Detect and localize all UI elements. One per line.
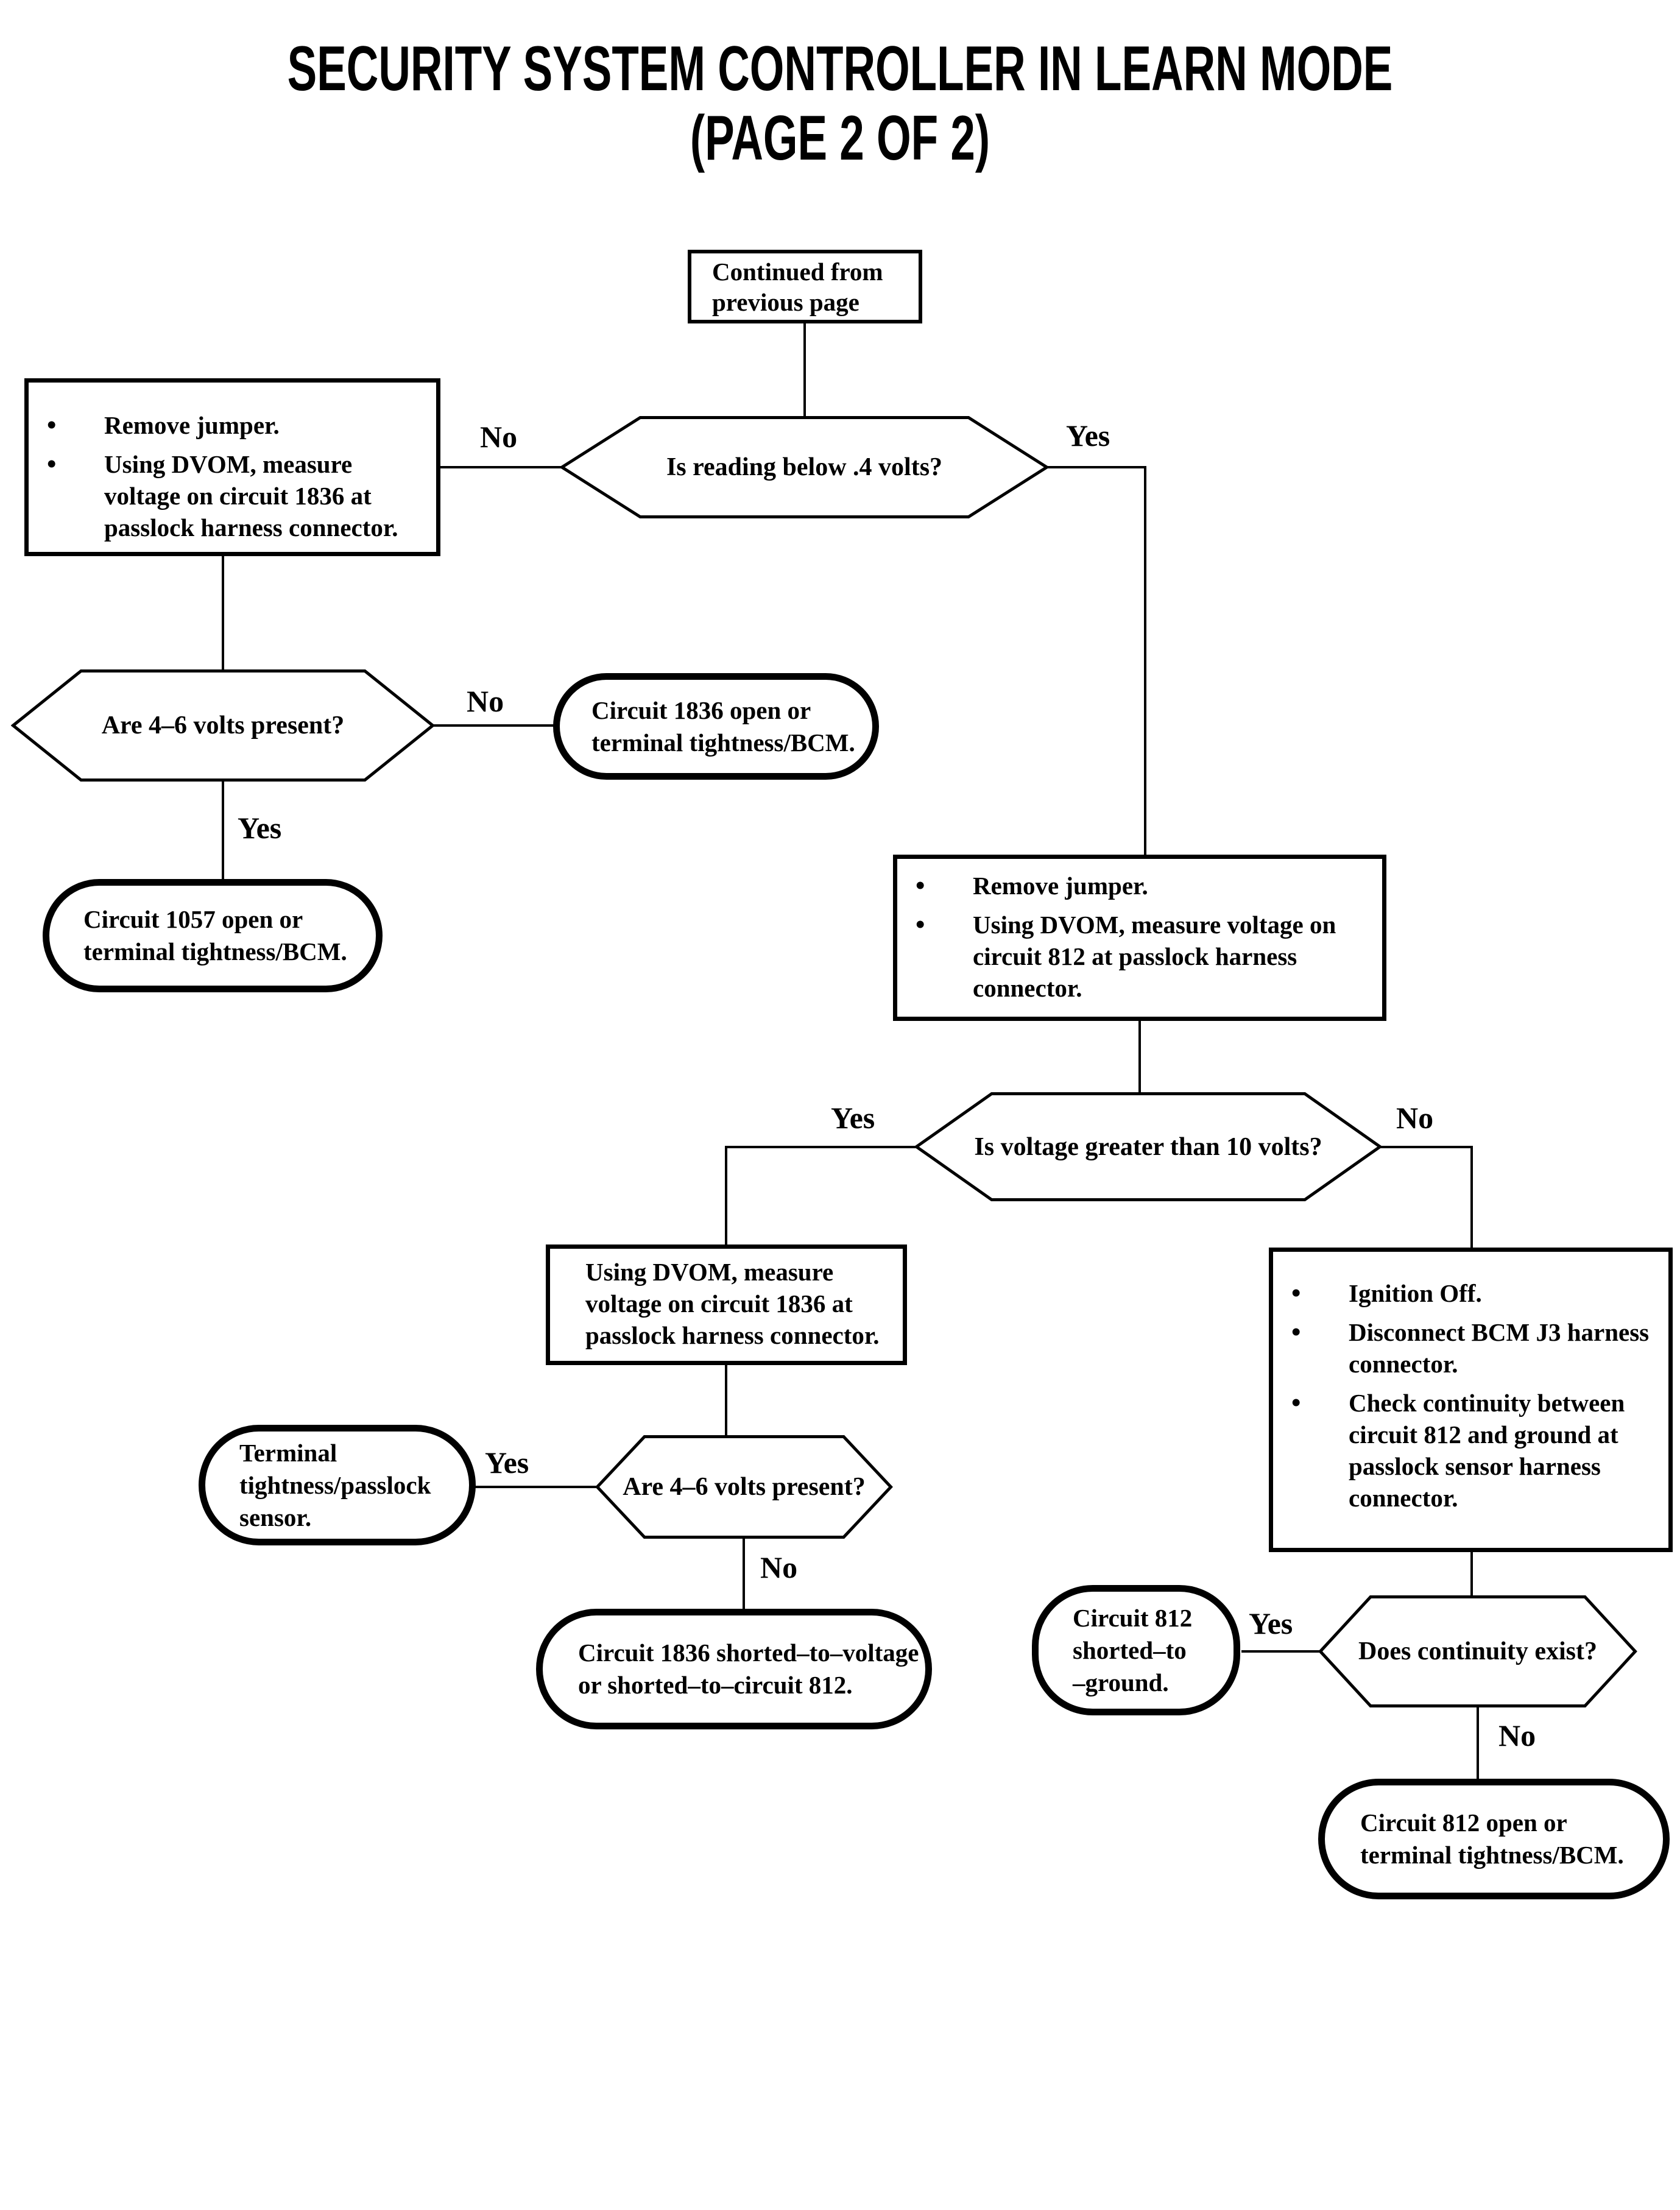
process-text: voltage on circuit 1836 at (585, 1290, 853, 1318)
page-title-line2: (PAGE 2 OF 2) (690, 103, 990, 174)
terminator-circuit-1836-shorted (536, 1609, 932, 1729)
bullet-item (1273, 1387, 1668, 1514)
branch-label-no: No (760, 1550, 798, 1584)
connector-box-continued (688, 250, 922, 323)
bullet-item (29, 448, 436, 543)
terminator-circuit-812-open (1318, 1779, 1670, 1899)
terminator-text: terminal tightness/BCM. (83, 937, 347, 966)
terminator-text: sensor. (239, 1503, 312, 1531)
bullet-lines (1349, 1316, 1649, 1380)
bullet-icon: • (916, 909, 925, 939)
bullet-icon: • (916, 870, 925, 900)
bullet-text: passlock harness connector. (104, 514, 398, 542)
terminator-text: Circuit 812 open or (1360, 1809, 1567, 1837)
process-ignition-off-check-continuity (1269, 1248, 1673, 1552)
terminator-text: or shorted–to–circuit 812. (578, 1671, 853, 1699)
bullet-text: Using DVOM, measure (104, 450, 353, 478)
branch-label-no: No (480, 420, 518, 454)
bullet-text: Check continuity between (1349, 1389, 1625, 1417)
terminator-text: Circuit 1057 open or (83, 905, 303, 933)
bullet-lines (104, 448, 398, 543)
connector-box-text: previous page (712, 288, 859, 316)
bullet-lines (104, 409, 280, 441)
process-remove-jumper-measure-812 (893, 855, 1386, 1021)
process-text: Using DVOM, measure (585, 1258, 834, 1286)
bullet-item (1273, 1316, 1668, 1380)
decision-voltage-greater-10 (914, 1092, 1382, 1202)
bullet-text: circuit 812 and ground at (1349, 1421, 1618, 1449)
decision-text: Are 4–6 volts present? (623, 1473, 866, 1501)
terminator-text: terminal tightness/BCM. (1360, 1841, 1624, 1869)
decision-text: Is voltage greater than 10 volts? (974, 1132, 1322, 1161)
bullet-icon: • (47, 449, 57, 479)
terminator-text: Circuit 1836 shorted–to–voltage (578, 1639, 919, 1667)
terminator-text: Circuit 812 (1073, 1603, 1193, 1632)
terminator-text: terminal tightness/BCM. (591, 728, 855, 757)
bullet-icon: • (1291, 1317, 1301, 1347)
bullet-text: Remove jumper. (104, 411, 280, 439)
bullet-text: Ignition Off. (1349, 1279, 1482, 1307)
terminator-text: Circuit 1836 open or (591, 696, 811, 724)
bullet-item (1273, 1277, 1668, 1309)
decision-volts-present-left (11, 669, 435, 782)
branch-label-yes: Yes (831, 1101, 875, 1135)
bullet-item (897, 870, 1382, 902)
bullet-item (897, 909, 1382, 1004)
terminator-text: shorted–to (1073, 1636, 1187, 1664)
bullet-text: connector. (1349, 1484, 1458, 1512)
bullet-text: circuit 812 at passlock harness (973, 942, 1297, 970)
terminator-text: Terminal (239, 1438, 337, 1467)
terminator-text: tightness/passlock (239, 1470, 431, 1499)
connector-box-text: Continued from (712, 257, 883, 286)
decision-text: Are 4–6 volts present? (101, 711, 345, 740)
bullet-text: Using DVOM, measure voltage on (973, 911, 1336, 939)
branch-label-yes: Yes (1066, 418, 1110, 453)
terminator-text: –ground. (1073, 1668, 1169, 1696)
branch-label-no: No (467, 684, 504, 718)
bullet-item (29, 409, 436, 441)
terminator-terminal-tightness-sensor (199, 1425, 476, 1545)
terminator-circuit-812-shorted (1032, 1585, 1240, 1715)
terminator-circuit-1057-open (43, 879, 383, 992)
bullet-text: Remove jumper. (973, 872, 1148, 900)
process-dvom-measure-1836 (546, 1244, 907, 1365)
bullet-icon: • (1291, 1278, 1301, 1308)
decision-text: Is reading below .4 volts? (666, 453, 943, 481)
terminator-circuit-1836-open (553, 673, 879, 780)
decision-volts-present-mid (595, 1435, 893, 1539)
bullet-text: passlock sensor harness (1349, 1452, 1601, 1480)
bullet-lines (1349, 1277, 1482, 1309)
decision-text: Does continuity exist? (1358, 1637, 1597, 1665)
branch-label-yes: Yes (238, 811, 282, 845)
bullet-text: connector. (973, 974, 1082, 1002)
page-title-line1: SECURITY SYSTEM CONTROLLER IN LEARN MODE (287, 34, 1393, 104)
bullet-lines (973, 870, 1148, 902)
branch-label-yes: Yes (485, 1446, 529, 1480)
branch-label-no: No (1498, 1718, 1536, 1753)
process-remove-jumper-measure-1836 (24, 378, 440, 556)
bullet-text: Disconnect BCM J3 harness (1349, 1318, 1650, 1346)
bullet-text: voltage on circuit 1836 at (104, 482, 372, 510)
decision-reading-below-04-volts (560, 415, 1049, 519)
branch-label-no: No (1396, 1101, 1434, 1135)
bullet-lines (973, 909, 1336, 1004)
bullet-lines (1349, 1387, 1625, 1514)
decision-continuity-exist (1318, 1595, 1637, 1708)
branch-label-yes: Yes (1249, 1606, 1293, 1640)
bullet-icon: • (47, 410, 57, 440)
process-text: passlock harness connector. (585, 1321, 880, 1349)
bullet-text: connector. (1349, 1350, 1458, 1378)
bullet-icon: • (1291, 1388, 1301, 1417)
